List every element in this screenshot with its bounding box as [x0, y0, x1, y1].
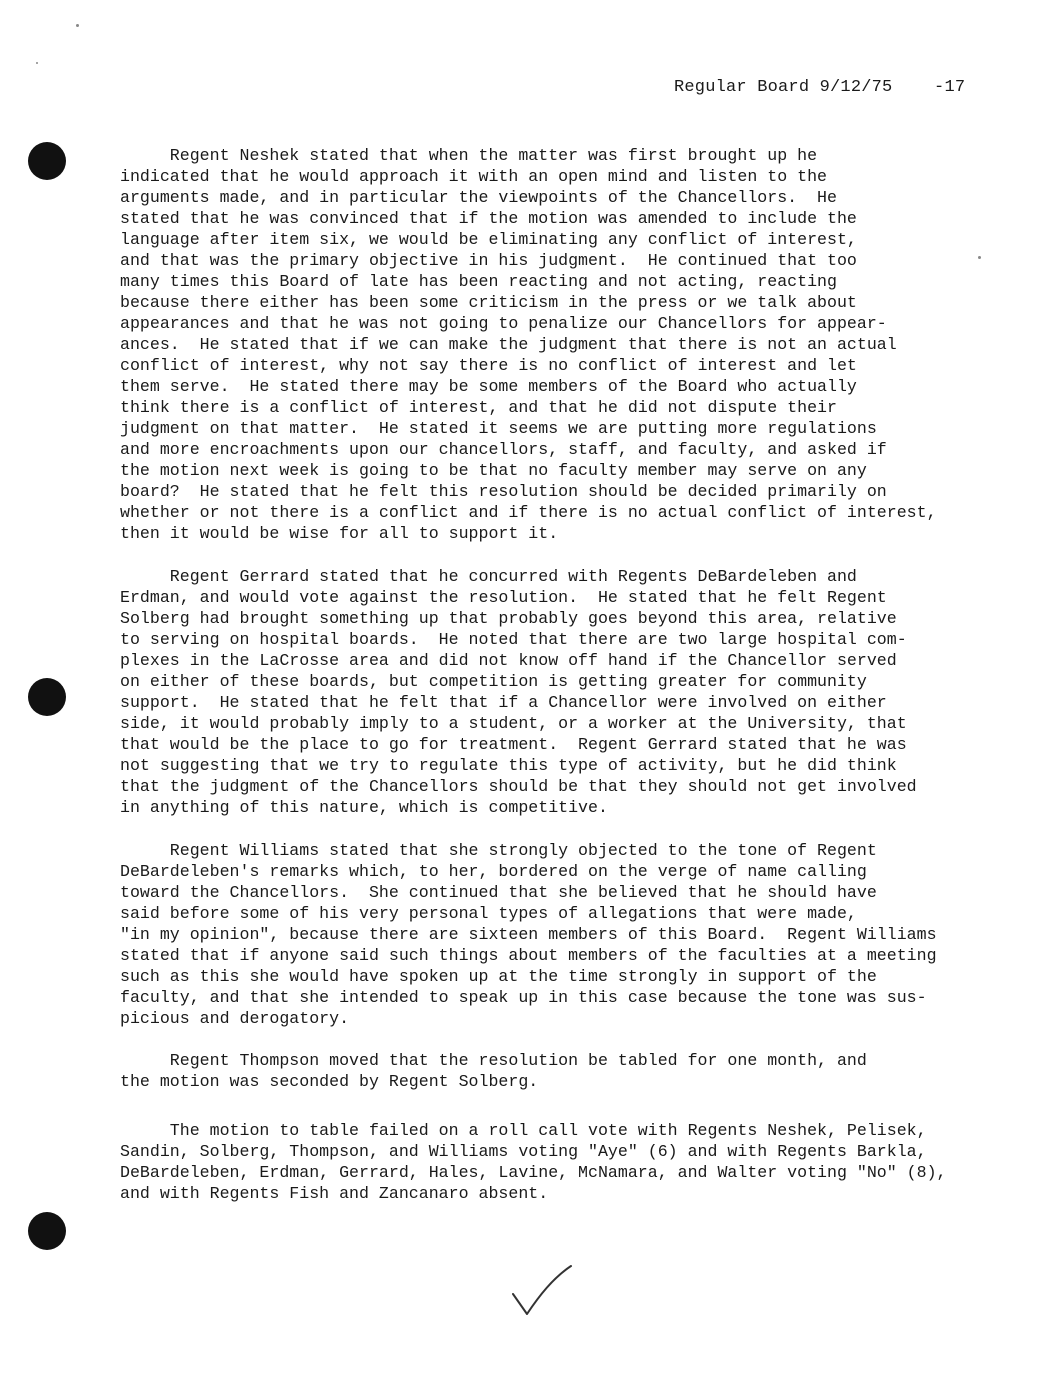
text-line: and more encroachments upon our chancellors, staff, and faculty, and asked if [120, 440, 887, 459]
text-line: DeBardeleben's remarks which, to her, bordered on the verge of name calling [120, 862, 867, 881]
header-title: Regular Board 9/12/75 [674, 78, 893, 97]
text-line: because there either has been some criticism in the press or we talk about [120, 293, 857, 312]
text-line: Solberg had brought something up that probably goes beyond this area, relative [120, 609, 897, 628]
text-line: and with Regents Fish and Zancanaro absent. [120, 1184, 549, 1203]
text-line: that would be the place to go for treatment. Regent Gerrard stated that he was [120, 735, 907, 754]
text-line: then it would be wise for all to support it. [120, 524, 559, 543]
text-line: said before some of his very personal types of allegations that were made, [120, 904, 857, 923]
text-line: conflict of interest, why not say there is no conflict of interest and let [120, 356, 857, 375]
text-line: to serving on hospital boards. He noted that there are two large hospital com- [120, 630, 907, 649]
text-line: Regent Williams stated that she strongly objected to the tone of Regent [120, 841, 877, 860]
punch-hole [28, 142, 66, 180]
text-line: that the judgment of the Chancellors should be that they should not get involved [120, 777, 917, 796]
paragraph-williams [120, 840, 937, 1029]
text-line: the motion was seconded by Regent Solberg. [120, 1072, 539, 1091]
text-line: "in my opinion", because there are sixteen members of this Board. Regent Williams [120, 925, 937, 944]
text-line: arguments made, and in particular the viewpoints of the Chancellors. He [120, 188, 837, 207]
text-line: appearances and that he was not going to penalize our Chancellors for appear- [120, 314, 887, 333]
text-line: language after item six, we would be eliminating any conflict of interest, [120, 230, 857, 249]
text-line: stated that he was convinced that if the motion was amended to include the [120, 209, 857, 228]
text-line: judgment on that matter. He stated it seems we are putting more regulations [120, 419, 877, 438]
text-line: not suggesting that we try to regulate this type of activity, but he did think [120, 756, 897, 775]
scan-speck [978, 256, 981, 259]
paragraph-vote-result [120, 1120, 947, 1204]
text-line: stated that if anyone said such things about members of the faculties at a meeting [120, 946, 937, 965]
page-header [674, 78, 965, 97]
text-line: whether or not there is a conflict and if there is no actual conflict of interest, [120, 503, 937, 522]
text-line: many times this Board of late has been reacting and not acting, reacting [120, 272, 837, 291]
text-line: Erdman, and would vote against the resolution. He stated that he felt Regent [120, 588, 887, 607]
text-line: on either of these boards, but competition is getting greater for community [120, 672, 867, 691]
text-line: picious and derogatory. [120, 1009, 350, 1028]
punch-hole [28, 1212, 66, 1250]
text-line: ances. He stated that if we can make the judgment that there is not an actual [120, 335, 897, 354]
text-line: support. He stated that he felt that if a Chancellor were involved on either [120, 693, 887, 712]
text-line: and that was the primary objective in his judgment. He continued that too [120, 251, 857, 270]
text-line: plexes in the LaCrosse area and did not know off hand if the Chancellor served [120, 651, 897, 670]
scan-speck [76, 24, 79, 27]
text-line: The motion to table failed on a roll call vote with Regents Neshek, Pelisek, [120, 1121, 927, 1140]
text-line: Regent Neshek stated that when the matter was first brought up he [120, 146, 818, 165]
text-line: DeBardeleben, Erdman, Gerrard, Hales, Lavine, McNamara, and Walter voting "No" (8), [120, 1163, 947, 1182]
text-line: such as this she would have spoken up at the time strongly in support of the [120, 967, 877, 986]
scan-speck [36, 62, 38, 64]
text-line: Regent Thompson moved that the resolution be tabled for one month, and [120, 1051, 867, 1070]
text-line: the motion next week is going to be that no faculty member may serve on any [120, 461, 867, 480]
paragraph-thompson-motion [120, 1050, 867, 1092]
text-line: board? He stated that he felt this resolution should be decided primarily on [120, 482, 887, 501]
text-line: side, it would probably imply to a student, or a worker at the University, that [120, 714, 907, 733]
text-line: Regent Gerrard stated that he concurred with Regents DeBardeleben and [120, 567, 857, 586]
text-line: toward the Chancellors. She continued that she believed that he should have [120, 883, 877, 902]
text-line: think there is a conflict of interest, and that he did not dispute their [120, 398, 837, 417]
paragraph-neshek [120, 145, 937, 544]
text-line: in anything of this nature, which is competitive. [120, 798, 608, 817]
page-number: -17 [934, 78, 966, 97]
text-line: faculty, and that she intended to speak up in this case because the tone was sus- [120, 988, 927, 1007]
text-line: indicated that he would approach it with an open mind and listen to the [120, 167, 828, 186]
paragraph-gerrard [120, 566, 917, 818]
text-line: Sandin, Solberg, Thompson, and Williams voting "Aye" (6) and with Regents Barkla, [120, 1142, 927, 1161]
text-line: them serve. He stated there may be some members of the Board who actually [120, 377, 857, 396]
checkmark-icon [505, 1262, 575, 1322]
punch-hole [28, 678, 66, 716]
